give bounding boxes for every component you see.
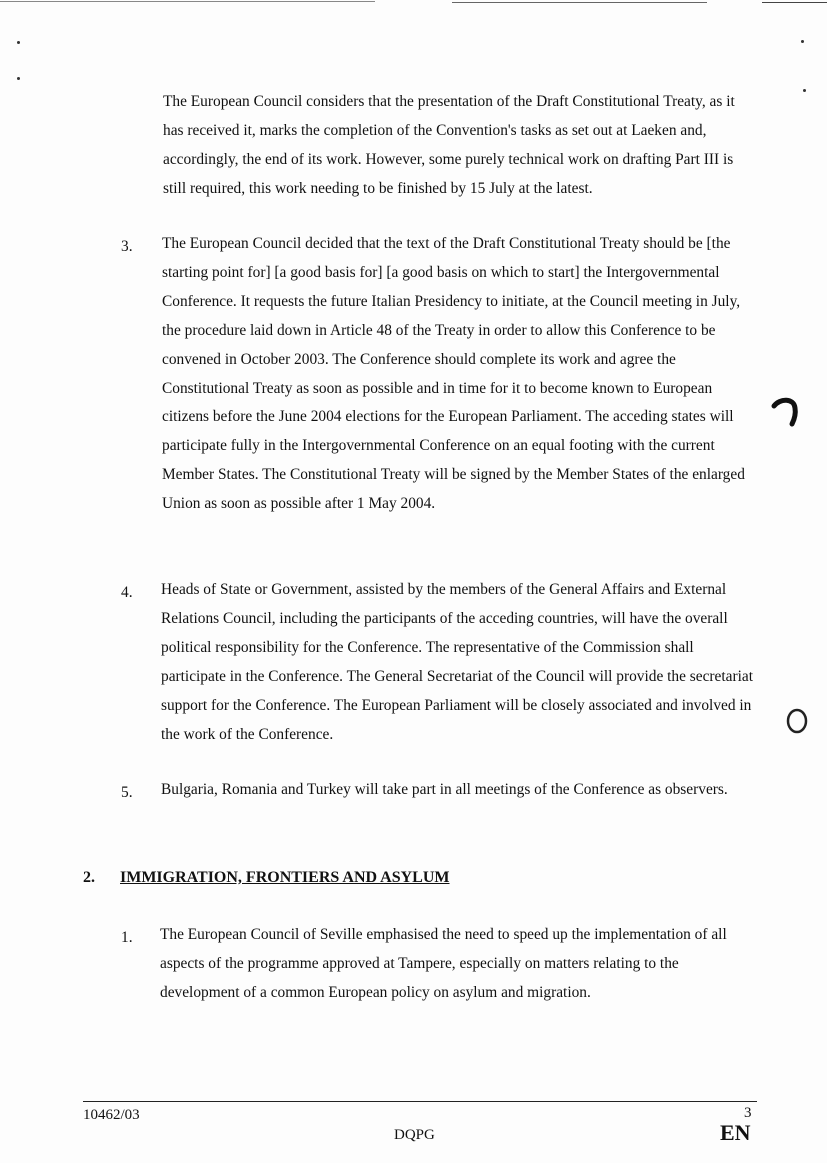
item-number: 5.	[121, 784, 133, 801]
item-number: 4.	[121, 584, 133, 601]
punch-hole-mark	[770, 396, 800, 428]
scan-speck	[17, 41, 20, 44]
item-number: 1.	[121, 929, 133, 946]
item-paragraph: Bulgaria, Romania and Turkey will take part in all meetings of the Conference as observers.	[161, 781, 728, 798]
punch-hole-mark	[783, 705, 811, 737]
scan-edge-line	[762, 2, 827, 3]
scan-speck	[17, 77, 20, 80]
footer-doc-ref: 10462/03	[83, 1107, 140, 1123]
footer-page-number: 3	[744, 1105, 752, 1121]
item-paragraph: Heads of State or Government, assisted by the members of the General Affairs and External Relations Council, including the participants of the acceding countries, will have the overall political responsibility for the Conference. The representative of the Commission shall participate in the Conference. The General Secretariat of the Council will provide the secretariat support for the Conference. The European Parliament will be closely associated and involved in the work of the Conference.	[161, 581, 753, 743]
scan-speck	[803, 89, 806, 92]
item-number: 3.	[121, 238, 133, 255]
intro-paragraph: The European Council considers that the presentation of the Draft Constitutional Treaty, as it has received it, marks the completion of the Convention's tasks as set out at Laeken and, accordingly, the end of its work. However, some purely technical work on drafting Part III is still required, this work needing to be finished by 15 July at the latest.	[163, 93, 735, 197]
footer-department: DQPG	[394, 1127, 435, 1143]
footer-language: EN	[720, 1120, 751, 1145]
footer-rule	[83, 1101, 757, 1102]
scan-speck	[801, 40, 804, 43]
scan-edge-line	[452, 2, 707, 3]
item-paragraph: The European Council decided that the text of the Draft Constitutional Treaty should be [the starting point for] [a good basis for] [a good basis on which to start] the Intergovernmental Conference. It requests the future Italian Presidency to initiate, at the Council meeting in July, the procedure laid down in Article 48 of the Treaty in order to allow this Conference to be convened in October 2003. The Conference should complete its work and agree the Constitutional Treaty as soon as possible and in time for it to become known to European citizens before the June 2004 elections for the European Parliament. The acceding states will participate fully in the Intergovernmental Conference on an equal footing with the current Member States. The Constitutional Treaty will be signed by the Member States of the enlarged Union as soon as possible after 1 May 2004.	[162, 235, 745, 513]
section-heading	[120, 869, 450, 887]
section-number: 2.	[83, 869, 95, 886]
item-paragraph: The European Council of Seville emphasised the need to speed up the implementation of all aspects of the programme approved at Tampere, especially on matters relating to the development of a common European policy on asylum and migration.	[160, 926, 727, 1001]
section-title: IMMIGRATION, FRONTIERS AND ASYLUM	[120, 869, 450, 886]
scan-edge-line	[0, 1, 375, 2]
